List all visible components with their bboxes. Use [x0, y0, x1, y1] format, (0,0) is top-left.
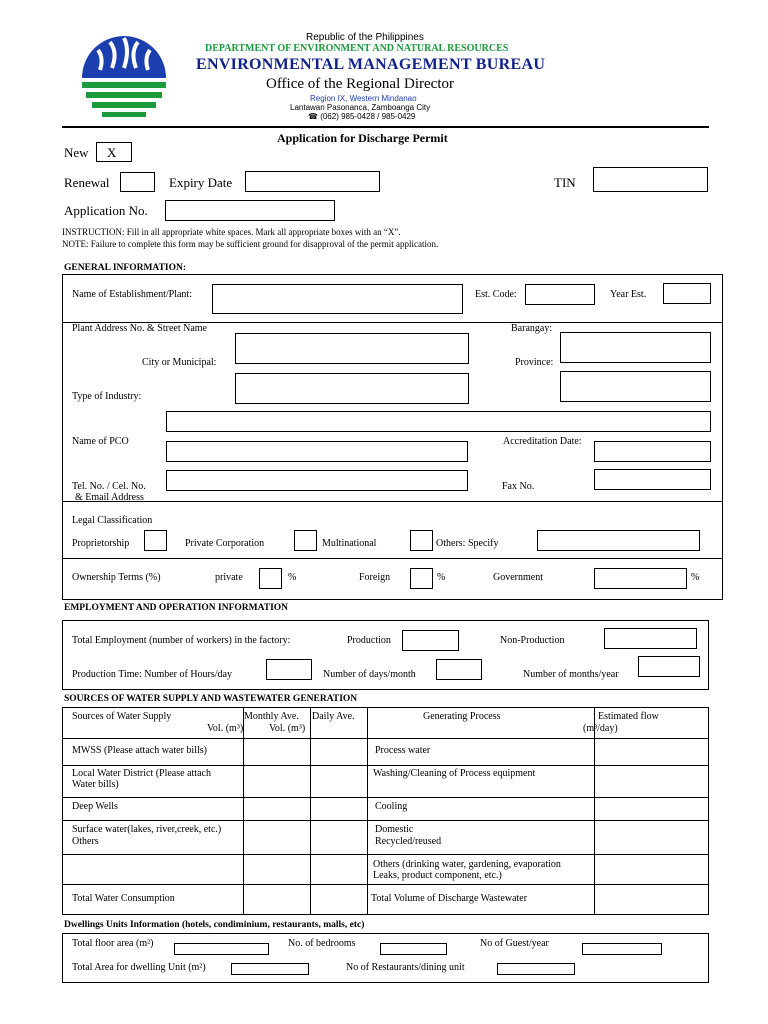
application-no-field[interactable]	[165, 200, 335, 221]
province-field[interactable]	[560, 371, 711, 402]
bedrooms-field[interactable]	[380, 943, 447, 955]
plant-address-line-field[interactable]	[166, 411, 711, 432]
accreditation-date-field[interactable]	[594, 441, 711, 462]
est-code-field[interactable]	[525, 284, 595, 305]
renewal-label: Renewal	[64, 175, 110, 190]
floor-area-field[interactable]	[174, 943, 269, 955]
year-est-label: Year Est.	[610, 289, 647, 300]
dwelling-area-label: Total Area for dwelling Unit (m²)	[72, 962, 206, 973]
tin-field[interactable]	[593, 167, 708, 192]
col-header-vol: Vol. (m³)	[207, 723, 244, 734]
source-deep-wells: Deep Wells	[72, 801, 118, 812]
percent-sign: %	[288, 572, 297, 583]
est-code-label: Est. Code:	[475, 289, 517, 300]
process-domestic: Domestic	[375, 824, 414, 835]
email-label: & Email Address	[75, 492, 144, 503]
tel-email-field[interactable]	[166, 470, 468, 491]
process-recycled: Recycled/reused	[375, 836, 442, 847]
tel-label: Tel. No. / Cel. No.	[72, 481, 146, 492]
pco-field[interactable]	[166, 441, 468, 462]
province-label: Province:	[515, 357, 554, 368]
ownership-label: Ownership Terms (%)	[72, 572, 161, 583]
accreditation-label: Accreditation Date:	[503, 436, 582, 447]
process-washing: Washing/Cleaning of Process equipment	[373, 768, 536, 779]
col-header-process: Generating Process	[423, 711, 501, 722]
republic-text: Republic of the Philippines	[306, 32, 424, 43]
renewal-checkbox[interactable]	[120, 172, 155, 192]
pco-label: Name of PCO	[72, 436, 129, 447]
instruction-text: INSTRUCTION: Fill in all appropriate white spaces. Mark all appropriate boxes with an “X”.	[62, 227, 401, 237]
proprietorship-checkbox[interactable]	[144, 530, 167, 551]
guests-field[interactable]	[582, 943, 662, 955]
guests-label: No of Guest/year	[480, 938, 549, 949]
months-year-field[interactable]	[638, 656, 700, 677]
multinational-label: Multinational	[322, 538, 377, 549]
establishment-label: Name of Establishment/Plant:	[72, 289, 192, 300]
restaurants-field[interactable]	[497, 963, 575, 975]
total-employment-label: Total Employment (number of workers) in the factory:	[72, 635, 291, 646]
region-text: Region IX, Western Mindanao	[310, 94, 417, 103]
government-pct-label: Government	[493, 572, 543, 583]
private-pct-label: private	[215, 572, 243, 583]
type-industry-label: Type of Industry:	[72, 391, 142, 402]
col-header-flow: Estimated flow	[598, 711, 659, 722]
address-text: Lantawan Pasonanca, Zamboanga City	[290, 103, 431, 112]
water-heading: SOURCES OF WATER SUPPLY AND WASTEWATER GENERATION	[64, 694, 358, 704]
divider	[62, 558, 723, 559]
production-label: Production	[347, 635, 391, 646]
source-total: Total Water Consumption	[72, 893, 175, 904]
expiry-date-field[interactable]	[245, 171, 380, 192]
employment-heading: EMPLOYMENT AND OPERATION INFORMATION	[64, 603, 289, 613]
divider	[62, 501, 723, 502]
months-year-label: Number of months/year	[523, 669, 619, 680]
row-line	[62, 884, 709, 885]
others-specify-field[interactable]	[537, 530, 700, 551]
row-line	[62, 738, 709, 739]
process-total: Total Volume of Discharge Wastewater	[371, 893, 528, 904]
private-corp-label: Private Corporation	[185, 538, 265, 549]
form-title: Application for Discharge Permit	[277, 131, 448, 145]
fax-label: Fax No.	[502, 481, 535, 492]
dwelling-heading: Dwellings Units Information (hotels, condiminium, restaurants, malls, etc)	[64, 920, 365, 930]
col-header-vol2: Vol. (m³)	[269, 723, 306, 734]
row-line	[62, 854, 709, 855]
office-text: Office of the Regional Director	[266, 76, 454, 92]
establishment-field[interactable]	[212, 284, 463, 314]
row-line	[62, 797, 709, 798]
new-checkbox-mark: X	[107, 145, 117, 160]
expiry-label: Expiry Date	[169, 175, 233, 190]
process-others-2: Leaks, product component, etc.)	[373, 870, 502, 881]
phone-text: ☎ (062) 985-0428 / 985-0429	[308, 112, 416, 121]
government-pct-field[interactable]	[594, 568, 687, 589]
bureau-text: ENVIRONMENTAL MANAGEMENT BUREAU	[196, 56, 546, 73]
non-production-field[interactable]	[604, 628, 697, 649]
source-local-district-2: Water bills)	[72, 779, 119, 790]
emb-logo	[76, 32, 172, 120]
source-others: Others	[72, 836, 99, 847]
legal-classification-label: Legal Classification	[72, 515, 153, 526]
source-mwss: MWSS (Please attach water bills)	[72, 745, 207, 756]
application-no-label: Application No.	[64, 203, 148, 218]
city-label: City or Municipal:	[142, 357, 217, 368]
hours-day-label: Production Time: Number of Hours/day	[72, 669, 232, 680]
type-industry-field[interactable]	[235, 373, 469, 404]
days-month-field[interactable]	[436, 659, 482, 680]
barangay-field[interactable]	[560, 332, 711, 363]
barangay-label: Barangay:	[511, 323, 553, 334]
private-corp-checkbox[interactable]	[294, 530, 317, 551]
col-header-flow-unit: (m³/day)	[583, 723, 618, 734]
restaurants-label: No of Restaurants/dining unit	[346, 962, 465, 973]
tin-label: TIN	[554, 175, 576, 190]
department-text: DEPARTMENT OF ENVIRONMENT AND NATURAL RESOURCES	[205, 43, 509, 54]
process-cooling: Cooling	[375, 801, 408, 812]
percent-sign: %	[437, 572, 446, 583]
col-header-monthly: Monthly Ave.	[244, 711, 299, 722]
production-field[interactable]	[402, 630, 459, 651]
source-surface-water: Surface water(lakes, river,creek, etc.)	[72, 824, 222, 835]
hours-day-field[interactable]	[266, 659, 312, 680]
foreign-pct-label: Foreign	[359, 572, 391, 583]
percent-sign: %	[691, 572, 700, 583]
row-line	[62, 820, 709, 821]
note-text: NOTE: Failure to complete this form may be sufficient ground for disapproval of the permit application.	[62, 239, 439, 249]
col-header-daily: Daily Ave.	[312, 711, 355, 722]
plant-address-label: Plant Address No. & Street Name	[72, 323, 207, 334]
process-water: Process water	[375, 745, 431, 756]
new-label: New	[64, 145, 89, 160]
source-local-district: Local Water District (Please attach	[72, 768, 211, 779]
proprietorship-label: Proprietorship	[72, 538, 130, 549]
foreign-pct-field[interactable]	[410, 568, 433, 589]
dwelling-section	[62, 933, 709, 983]
header-rule	[62, 126, 709, 128]
city-field[interactable]	[235, 333, 469, 364]
fax-field[interactable]	[594, 469, 711, 490]
process-others: Others (drinking water, gardening, evaporation	[373, 859, 561, 870]
bedrooms-label: No. of bedrooms	[288, 938, 356, 949]
others-specify-label: Others: Specify	[436, 538, 499, 549]
days-month-label: Number of days/month	[323, 669, 416, 680]
new-checkbox[interactable]	[96, 142, 132, 162]
floor-area-label: Total floor area (m²)	[72, 938, 154, 949]
dwelling-area-field[interactable]	[231, 963, 309, 975]
col-header-sources: Sources of Water Supply	[72, 711, 172, 722]
general-heading: GENERAL INFORMATION:	[64, 263, 187, 273]
row-line	[62, 765, 709, 766]
private-pct-field[interactable]	[259, 568, 282, 589]
year-est-field[interactable]	[663, 283, 711, 304]
non-production-label: Non-Production	[500, 635, 565, 646]
multinational-checkbox[interactable]	[410, 530, 433, 551]
